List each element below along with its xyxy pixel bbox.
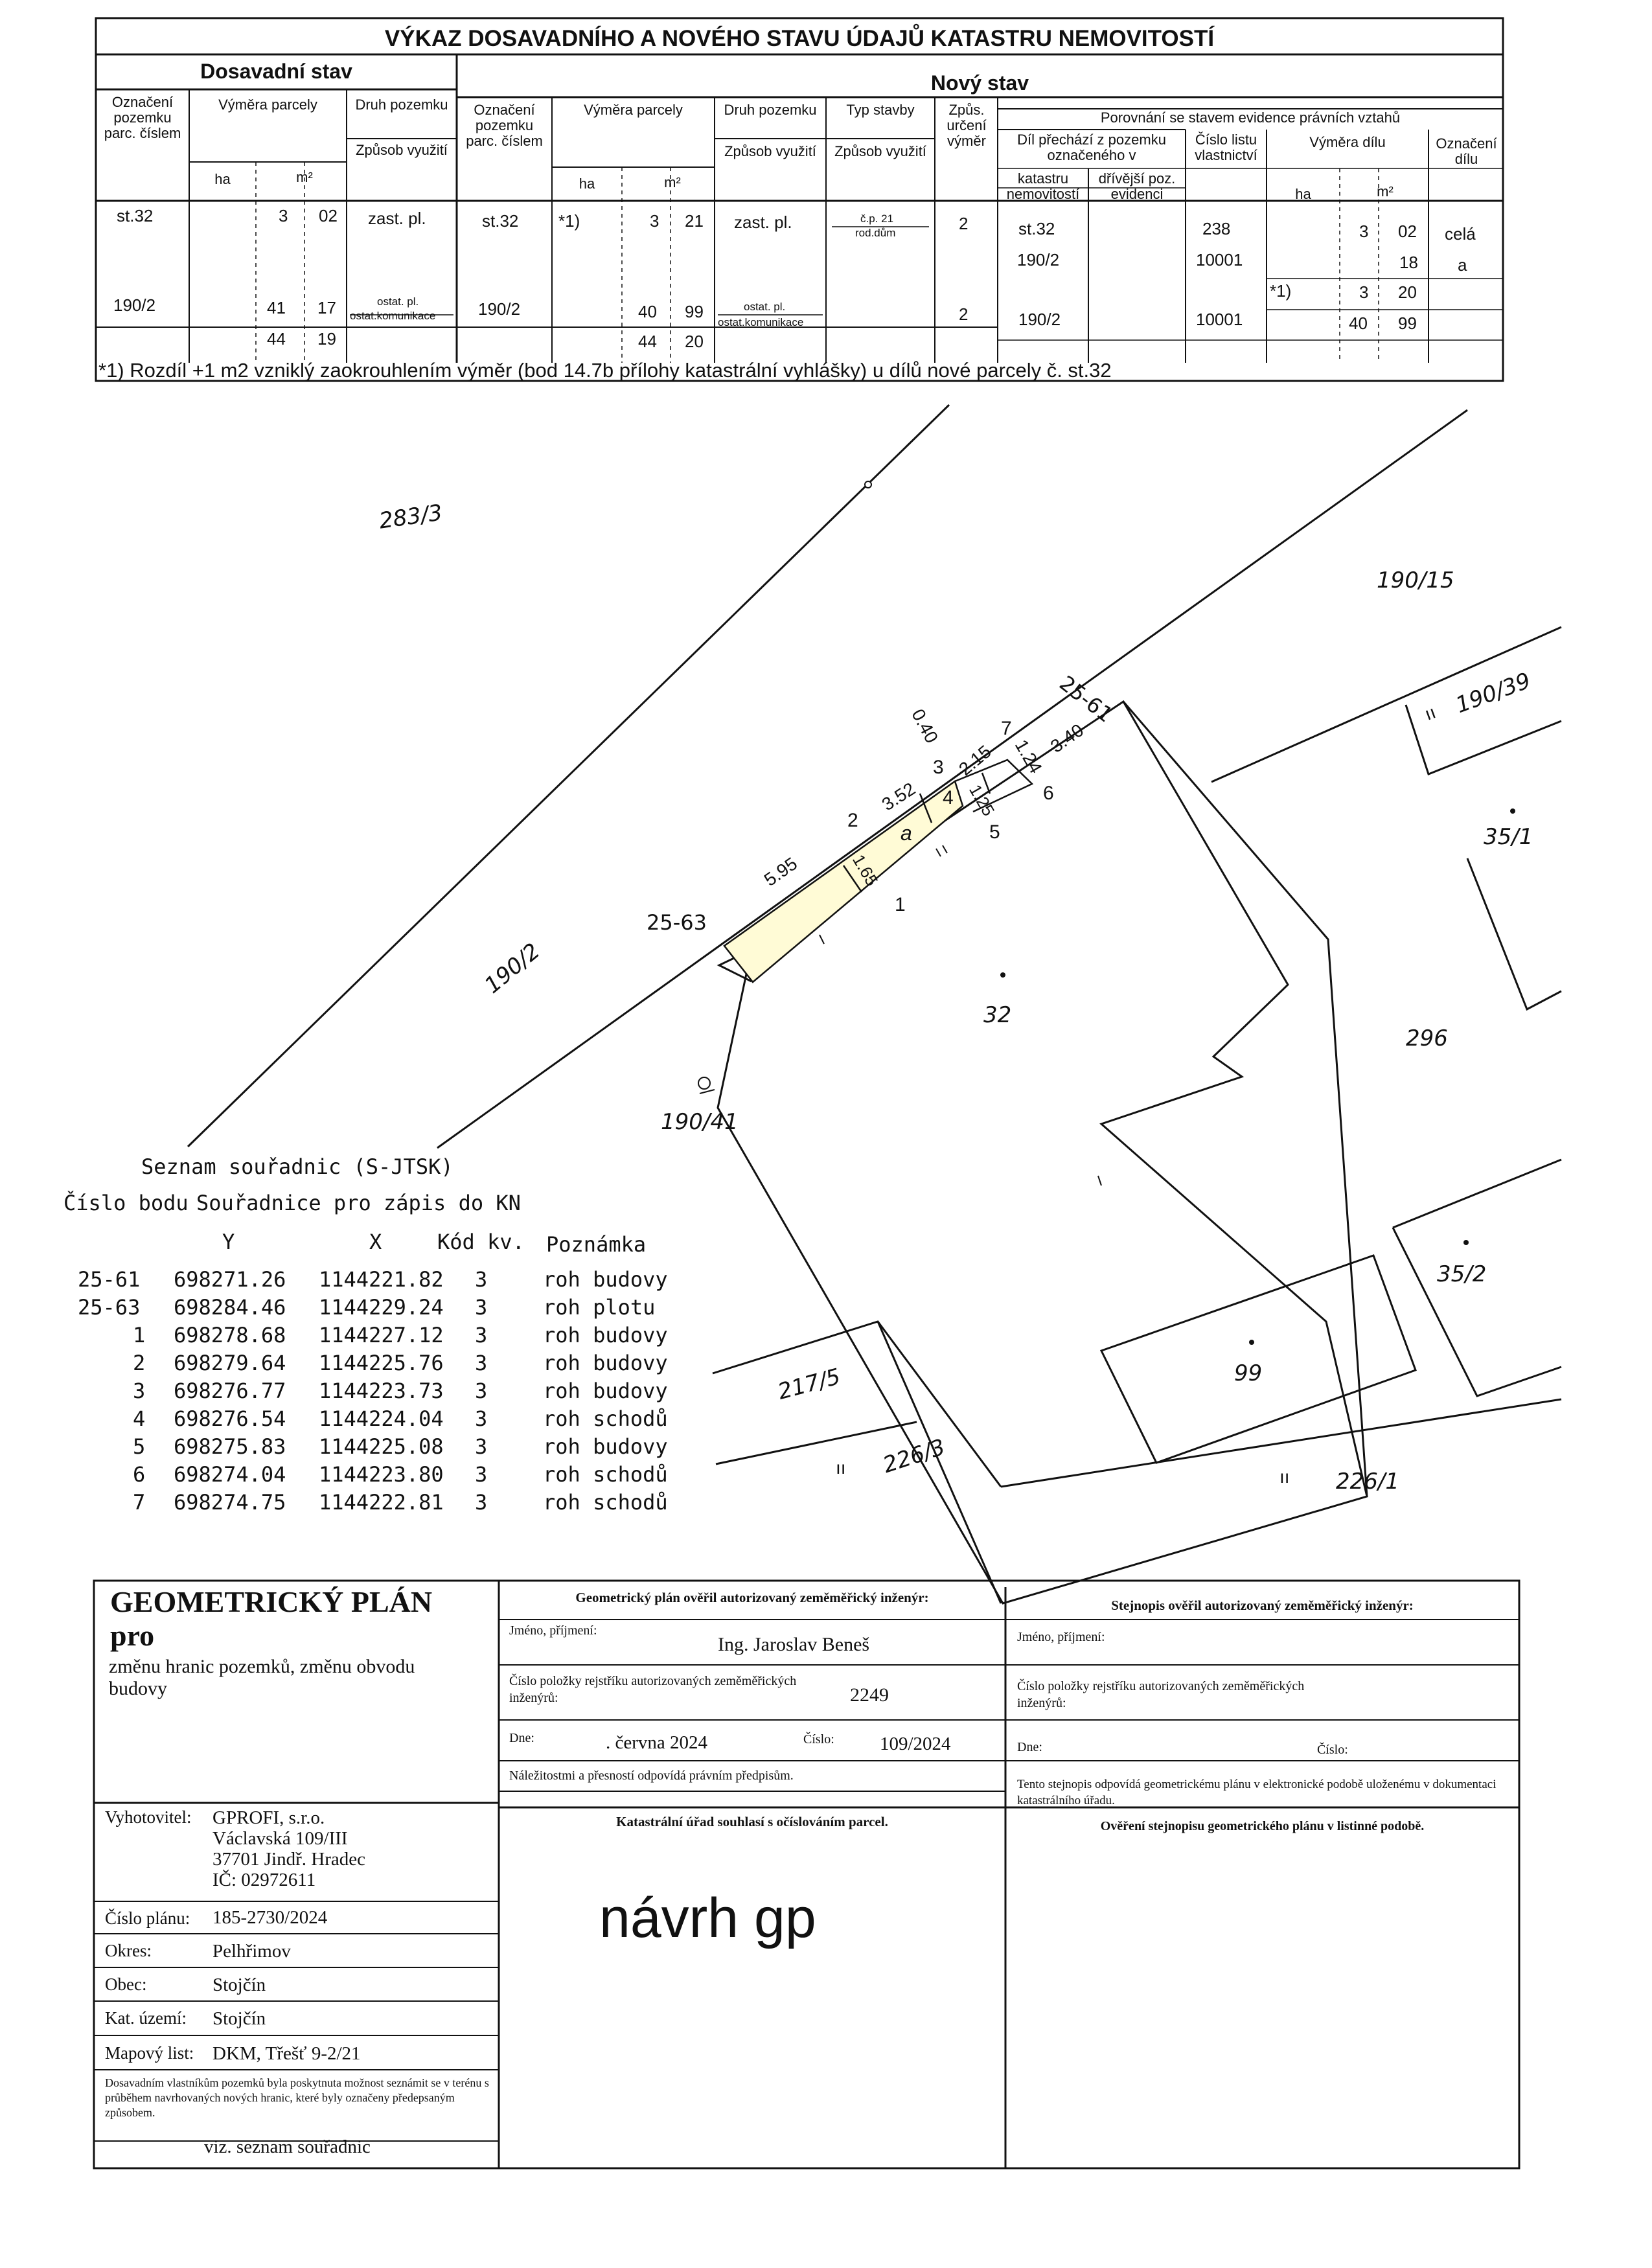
parcel-label-35-2: 35/2 (1437, 1261, 1487, 1287)
part-label-a: a (901, 821, 912, 845)
cislo-planu-value: 185-2730/2024 (212, 1907, 328, 1928)
dim-3-40: 3.40 (1046, 720, 1088, 757)
coord-id-2: 25-63 (78, 1295, 141, 1320)
coords-col-note: Poznámka (546, 1232, 647, 1257)
point-4: 4 (943, 787, 954, 808)
point-25-61: 25-61 (1055, 670, 1118, 727)
overil-title: Geometrický plán ověřil autorizovaný zeměměřický inženýr: (575, 1590, 929, 1605)
cmp-kat-4: 190/2 (1018, 310, 1061, 329)
new-druh2-2: ostat.komunikace (718, 316, 804, 328)
coord-id-4: 2 (133, 1351, 146, 1375)
header-oznaceni-dilu: Označení dílu (1436, 135, 1497, 167)
coord-x-5: 1144223.73 (319, 1379, 444, 1403)
cislo-polozky-label: Číslo položky rejstříku autorizovaných zeměměřických inženýrů: (509, 1674, 797, 1705)
parcel-label-226-1: 226/1 (1336, 1469, 1399, 1495)
vyhotovitel-line-3: 37701 Jindř. Hradec (212, 1849, 365, 1870)
dosavadnim-text: Dosavadním vlastníkům pozemků byla poskytnuta možnost seznámit se v terénu s průběhem navrhovaných nových hranic, které byly označeny předepsaným způsobem. (105, 2076, 489, 2119)
vyhotovitel-line-1: GPROFI, s.r.o. (212, 1807, 325, 1828)
coord-note-7: roh budovy (543, 1434, 668, 1459)
mapovy-list-value: DKM, Třešť 9-2/21 (212, 2043, 361, 2064)
old-parc-1: st.32 (117, 206, 154, 225)
coord-y-4: 698279.64 (174, 1351, 286, 1375)
vyhotovitel-line-2: Václavská 109/III (212, 1828, 348, 1849)
okres-label: Okres: (105, 1941, 152, 1960)
cmp-m2-3: 20 (1398, 282, 1417, 302)
header-drivejsi: dřívější poz. evidenci (1098, 170, 1176, 202)
header-oznaceni-new: Označení pozemku parc. číslem (466, 102, 543, 149)
coord-id-9: 7 (133, 1490, 146, 1515)
new-druh-1: zast. pl. (734, 212, 792, 232)
header-vyuziti-typ: Způsob využití (834, 143, 926, 159)
cmp-dil-2: a (1458, 255, 1467, 275)
new-urceni-1: 2 (959, 214, 969, 233)
coord-note-4: roh budovy (543, 1351, 668, 1375)
cmp-lv-4: 10001 (1196, 310, 1243, 329)
new-parc-1: st.32 (482, 211, 519, 231)
cmp-kat-2: 190/2 (1017, 250, 1060, 269)
new-parc-2: 190/2 (478, 299, 521, 319)
coord-id-7: 5 (133, 1434, 146, 1459)
header-vyuziti-old: Způsob využití (356, 142, 448, 158)
vyhotovitel-line-4: IČ: 02972611 (212, 1870, 316, 1890)
cislo-value: 109/2024 (880, 1734, 951, 1754)
cmp-m2-1: 02 (1398, 222, 1417, 241)
coords-subtitle-a: Číslo bodu (63, 1191, 189, 1215)
parcel-label-99: 99 (1234, 1360, 1263, 1386)
new-state-heading: Nový stav (930, 71, 1029, 95)
lv-mark-190-39: ıı (1421, 702, 1439, 724)
vyhotovitel-label: Vyhotovitel: (105, 1807, 192, 1827)
coord-x-2: 1144229.24 (319, 1295, 444, 1320)
mapovy-list-label: Mapový list: (105, 2043, 194, 2063)
header-dil-prechazi: Díl přechází z pozemku označeného v (1017, 132, 1166, 163)
old-ha-2: 41 (267, 298, 286, 317)
new-total-m2: 20 (685, 332, 704, 351)
dim-1-24: 1.24 (1011, 736, 1046, 777)
cmp-dil-1: celá (1445, 224, 1476, 244)
coord-y-2: 698284.46 (174, 1295, 286, 1320)
coord-x-8: 1144223.80 (319, 1462, 444, 1487)
dim-3-52: 3.52 (878, 778, 919, 815)
new-typ2-1: rod.dům (855, 227, 896, 239)
cmp-ha-3: 3 (1359, 282, 1369, 302)
coord-kod-8: 3 (475, 1462, 488, 1487)
stejnopis-cislo-label: Číslo položky rejstříku autorizovaných zeměměřických inženýrů: (1017, 1679, 1305, 1710)
coord-kod-7: 3 (475, 1434, 488, 1459)
dim-2-15: 2.15 (955, 741, 995, 780)
header-druh-old: Druh pozemku (355, 97, 448, 113)
okres-value: Pelhřimov (212, 1941, 291, 1962)
header-vyuziti-new: Způsob využití (724, 143, 816, 159)
table-footnote: *1) Rozdíl +1 m2 vzniklý zaokrouhlením výměr (bod 14.7b přílohy katastrální vyhlášky) u dílů nové parcely č. st.32 (98, 359, 1112, 382)
coord-x-9: 1144222.81 (319, 1490, 444, 1515)
stejnopis-title: Stejnopis ověřil autorizovaný zeměměřický inženýr: (1111, 1598, 1414, 1613)
header-vymera-dilu: Výměra dílu (1309, 134, 1386, 150)
header-ha-old: ha (214, 171, 231, 187)
coords-subtitle-b: Souřadnice pro zápis do KN (196, 1191, 521, 1215)
cmp-note-3: *1) (1270, 281, 1292, 301)
table-title: VÝKAZ DOSAVADNÍHO A NOVÉHO STAVU ÚDAJŮ KATASTRU NEMOVITOSTÍ (384, 26, 1215, 51)
ku-label: Kat. území: (105, 2008, 187, 2028)
coord-x-6: 1144224.04 (319, 1406, 444, 1431)
header-ha-dil: ha (1295, 186, 1311, 202)
jmeno-value: Ing. Jaroslav Beneš (718, 1634, 870, 1655)
coord-note-1: roh budovy (543, 1267, 668, 1292)
parcel-label-283-3: 283/3 (377, 499, 444, 534)
coord-kod-6: 3 (475, 1406, 488, 1431)
coords-col-y: Y (222, 1230, 235, 1254)
viz-seznam: viz. seznam souřadnic (204, 2136, 371, 2157)
header-ha-new: ha (579, 176, 595, 192)
header-vymera-new: Výměra parcely (584, 102, 683, 118)
dne-value: . června 2024 (606, 1732, 708, 1753)
obec-value: Stojčín (212, 1975, 266, 1995)
old-m2-1: 02 (319, 206, 338, 225)
old-ha-1: 3 (279, 206, 288, 225)
coord-x-3: 1144227.12 (319, 1323, 444, 1347)
coord-y-9: 698274.75 (174, 1490, 286, 1515)
coord-kod-3: 3 (475, 1323, 488, 1347)
dim-1-25: 1.25 (965, 781, 999, 819)
coord-kod-4: 3 (475, 1351, 488, 1375)
parcel-label-35-1: 35/1 (1484, 824, 1533, 850)
cmp-m2-2: 18 (1399, 253, 1418, 272)
ku-value: Stojčín (212, 2008, 266, 2029)
point-25-63: 25-63 (647, 910, 707, 935)
stejnopis-jmeno-label: Jméno, příjmení: (1017, 1630, 1105, 1644)
coord-y-6: 698276.54 (174, 1406, 286, 1431)
new-total-ha: 44 (638, 332, 657, 351)
cislo-planu-label: Číslo plánu: (105, 1908, 190, 1928)
coord-x-4: 1144225.76 (319, 1351, 444, 1375)
new-m2-1: 21 (685, 211, 704, 231)
coord-x-7: 1144225.08 (319, 1434, 444, 1459)
coord-id-6: 4 (133, 1406, 146, 1431)
cmp-ha-4: 40 (1349, 314, 1368, 333)
parcel-label-190-15: 190/15 (1377, 567, 1454, 593)
header-m2-new: m² (664, 174, 681, 190)
coord-y-8: 698274.04 (174, 1462, 286, 1487)
new-typ-1: č.p. 21 (860, 212, 894, 225)
coord-y-3: 698278.68 (174, 1323, 286, 1347)
header-zpusob-urceni: Způs. určení výměr (946, 102, 987, 149)
parcel-label-190-39: 190/39 (1452, 667, 1534, 719)
coord-id-1: 25-61 (78, 1267, 141, 1292)
coord-kod-2: 3 (475, 1295, 488, 1320)
coord-note-8: roh schodů (543, 1462, 668, 1487)
point-5: 5 (989, 821, 1000, 843)
coord-note-2: roh plotu (543, 1295, 656, 1320)
coord-id-8: 6 (133, 1462, 146, 1487)
gp-title-line1: GEOMETRICKÝ PLÁN (110, 1585, 433, 1618)
dim-1-65: 1.65 (849, 851, 882, 889)
coord-id-3: 1 (133, 1323, 146, 1347)
old-state-heading: Dosavadní stav (200, 60, 352, 83)
nalezitosti-text: Náležitostmi a přesností odpovídá právním předpisům. (509, 1769, 794, 1783)
parcel-label-296: 296 (1406, 1025, 1448, 1051)
gp-purpose: změnu hranic pozemků, změnu obvodu budovy (109, 1656, 415, 1699)
point-2: 2 (847, 810, 858, 831)
coord-note-3: roh budovy (543, 1323, 668, 1347)
parcel-label-190-2: 190/2 (479, 938, 545, 999)
cmp-lv-2: 10001 (1196, 250, 1243, 269)
header-druh-new: Druh pozemku (724, 102, 817, 118)
header-oznaceni-old: Označení pozemku parc. číslem (104, 94, 181, 141)
new-druh-2: ostat. pl. (744, 301, 786, 313)
point-1: 1 (895, 894, 906, 915)
cmp-ha-1: 3 (1359, 222, 1369, 241)
header-porovnani: Porovnání se stavem evidence právních vztahů (1100, 109, 1401, 126)
stejnopis-dne-label: Dne: (1017, 1740, 1042, 1754)
new-urceni-2: 2 (959, 304, 969, 324)
old-parc-2: 190/2 (113, 295, 156, 315)
coord-note-6: roh schodů (543, 1406, 668, 1431)
new-note-1: *1) (558, 211, 580, 231)
header-katastru: katastru nemovitostí (1006, 170, 1080, 202)
point-7: 7 (1001, 718, 1012, 739)
cmp-kat-1: st.32 (1018, 219, 1055, 238)
point-3: 3 (933, 757, 944, 778)
coord-x-1: 1144221.82 (319, 1267, 444, 1292)
lv-mark-226-1: ıı (1279, 1467, 1290, 1487)
parcel-label-190-41: 190/41 (661, 1109, 739, 1135)
cmp-m2-4: 99 (1398, 314, 1417, 333)
dim-5-95: 5.95 (760, 853, 801, 890)
old-m2-2: 17 (317, 298, 336, 317)
navrh-gp: návrh gp (599, 1887, 816, 1949)
point-6: 6 (1043, 783, 1054, 804)
new-ha-2: 40 (638, 302, 657, 321)
old-druh-1: zast. pl. (368, 209, 426, 228)
jmeno-label: Jméno, příjmení: (509, 1623, 597, 1638)
stejnopis-cislo2-label: Číslo: (1317, 1743, 1348, 1757)
coord-kod-5: 3 (475, 1379, 488, 1403)
coord-id-5: 3 (133, 1379, 146, 1403)
parcel-label-217-5: 217/5 (775, 1364, 843, 1405)
lv-mark-226-3: ıı (836, 1458, 846, 1478)
header-m2-old: m² (296, 169, 313, 185)
cmp-lv-1: 238 (1202, 219, 1231, 238)
coord-y-5: 698276.77 (174, 1379, 286, 1403)
coords-col-x: X (369, 1230, 382, 1254)
header-vymera-old: Výměra parcely (218, 97, 317, 113)
old-total-ha: 44 (267, 329, 286, 349)
cislo-polozky-value: 2249 (850, 1684, 889, 1706)
obec-label: Obec: (105, 1975, 147, 1994)
coords-col-kod: Kód kv. (437, 1230, 525, 1254)
overeni-text: Ověření stejnopisu geometrického plánu v listinné podobě. (1100, 1819, 1425, 1833)
coord-note-9: roh schodů (543, 1490, 668, 1515)
coord-kod-1: 3 (475, 1267, 488, 1292)
cislo-label: Číslo: (803, 1732, 834, 1747)
header-m2-dil: m² (1377, 183, 1394, 200)
dim-0-40: 0.40 (908, 705, 943, 747)
katastralni-urad-text: Katastrální úřad souhlasí s očíslováním parcel. (616, 1814, 888, 1829)
gp-title-line2: pro (110, 1619, 155, 1652)
coord-note-5: roh budovy (543, 1379, 668, 1403)
parcel-label-226-3: 226/3 (880, 1434, 948, 1479)
old-total-m2: 19 (317, 329, 336, 349)
dne-label: Dne: (509, 1731, 534, 1745)
header-typ-stavby: Typ stavby (846, 102, 915, 118)
coord-kod-9: 3 (475, 1490, 488, 1515)
new-m2-2: 99 (685, 302, 704, 321)
header-cislo-listu: Číslo listu vlastnictví (1195, 132, 1257, 163)
stejnopis-text: Tento stejnopis odpovídá geometrickému plánu v elektronické podobě uloženému v dokumentaci katastrálního úřadu. (1017, 1778, 1497, 1807)
coord-y-1: 698271.26 (174, 1267, 286, 1292)
parcel-label-32: 32 (983, 1002, 1012, 1028)
coord-y-7: 698275.83 (174, 1434, 286, 1459)
old-druh-2: ostat. pl. (377, 295, 419, 308)
new-ha-1: 3 (650, 211, 660, 231)
old-vyuziti-2: ostat.komunikace (350, 310, 436, 322)
coords-title: Seznam souřadnic (S-JTSK) (141, 1154, 453, 1179)
